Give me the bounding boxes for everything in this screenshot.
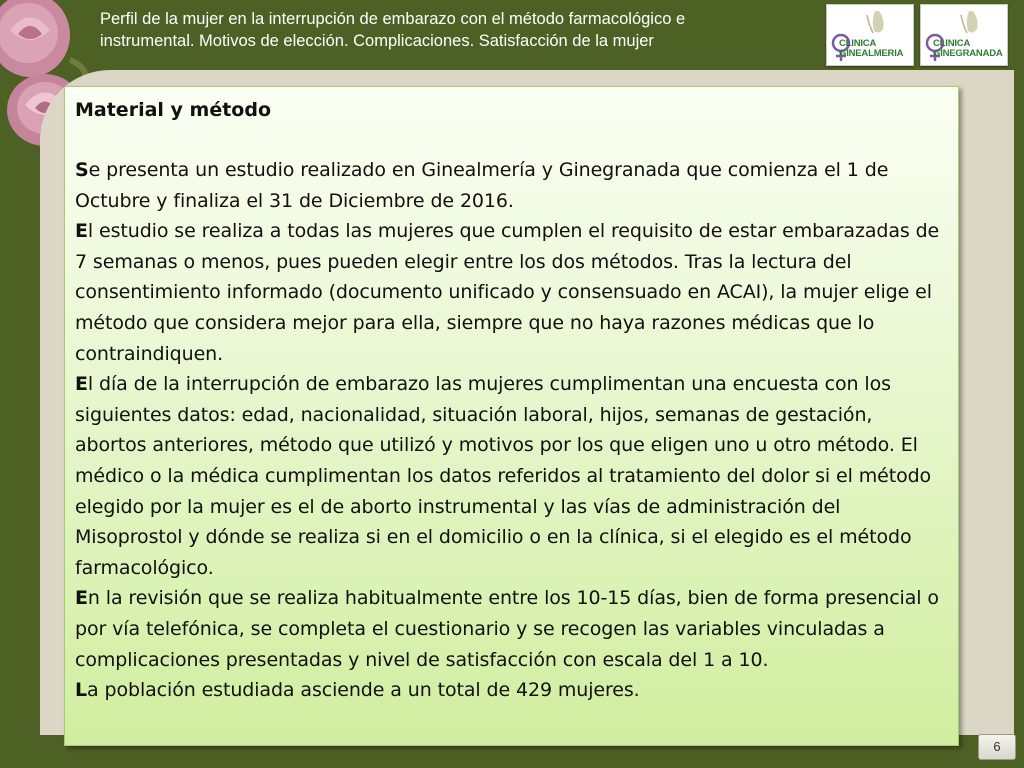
paragraph-initial: E	[75, 373, 88, 396]
paragraph-text: l día de la interrupción de embarazo las mujeres cumplimentan una encuesta con los siguientes datos: edad, nacionalidad, situación laboral, hijos, semanas de gestación, abortos anteriores, método que utilizó y motivos por los que eligen uno u otro método. El médico o la médica cumplimentan los datos referidos al tratamiento del dolor si el método elegido por la mujer es el de aborto instrumental y las vías de administración del Misoprostol y dónde se realiza si en el domicilio o en la clínica, si el elegido es el método farmacológico.	[75, 373, 932, 579]
paragraph-text: l estudio se realiza a todas las mujeres que cumplen el requisito de estar embarazadas de 7 semanas o menos, pues pueden elegir entre los dos métodos. Tras la lectura del consentimiento informado (documento unificado y consensuado en ACAI), la mujer elige el método que considera mejor para ella, siempre que no haya razones médicas que lo contraindiquen.	[75, 220, 940, 365]
paragraph-initial: S	[75, 159, 89, 181]
page-number: 6	[978, 734, 1016, 760]
paragraph-initial: L	[75, 679, 88, 702]
paragraph-initial: E	[75, 587, 88, 610]
header-title	[100, 8, 820, 52]
header-title-line-2: instrumental. Motivos de elección. Complicaciones. Satisfacción de la mujer	[100, 32, 654, 50]
ginegranada-logo	[920, 4, 1008, 66]
paragraph	[75, 216, 948, 369]
paragraph	[75, 155, 948, 216]
ginealmeria-logo-text: CLINICA GINEALMERIA	[839, 38, 904, 59]
content-box	[64, 86, 959, 746]
header-title-line-1: Perfil de la mujer en la interrupción de embarazo con el método farmacológico e	[100, 10, 686, 28]
paragraph	[75, 675, 948, 706]
ginealmeria-logo	[826, 4, 914, 66]
paragraph-text: e presenta un estudio realizado en Ginealmería y Ginegranada que comienza el 1 de Octubre y finaliza el 31 de Diciembre de 2016.	[75, 159, 889, 212]
paragraph	[75, 369, 948, 583]
paragraph-initial: E	[75, 220, 88, 243]
paragraph-text: n la revisión que se realiza habitualmente entre los 10-15 días, bien de forma presencial o por vía telefónica, se completa el cuestionario y se recogen las variables vinculadas a complicaciones presentadas y nivel de satisfacción con escala del 1 a 10.	[75, 587, 939, 671]
paragraph-text: a población estudiada asciende a un total de 429 mujeres.	[87, 679, 640, 702]
section-title: Material y método	[75, 99, 272, 121]
ginegranada-logo-text: CLINICA GINEGRANADA	[933, 38, 1003, 59]
paragraph	[75, 583, 948, 675]
